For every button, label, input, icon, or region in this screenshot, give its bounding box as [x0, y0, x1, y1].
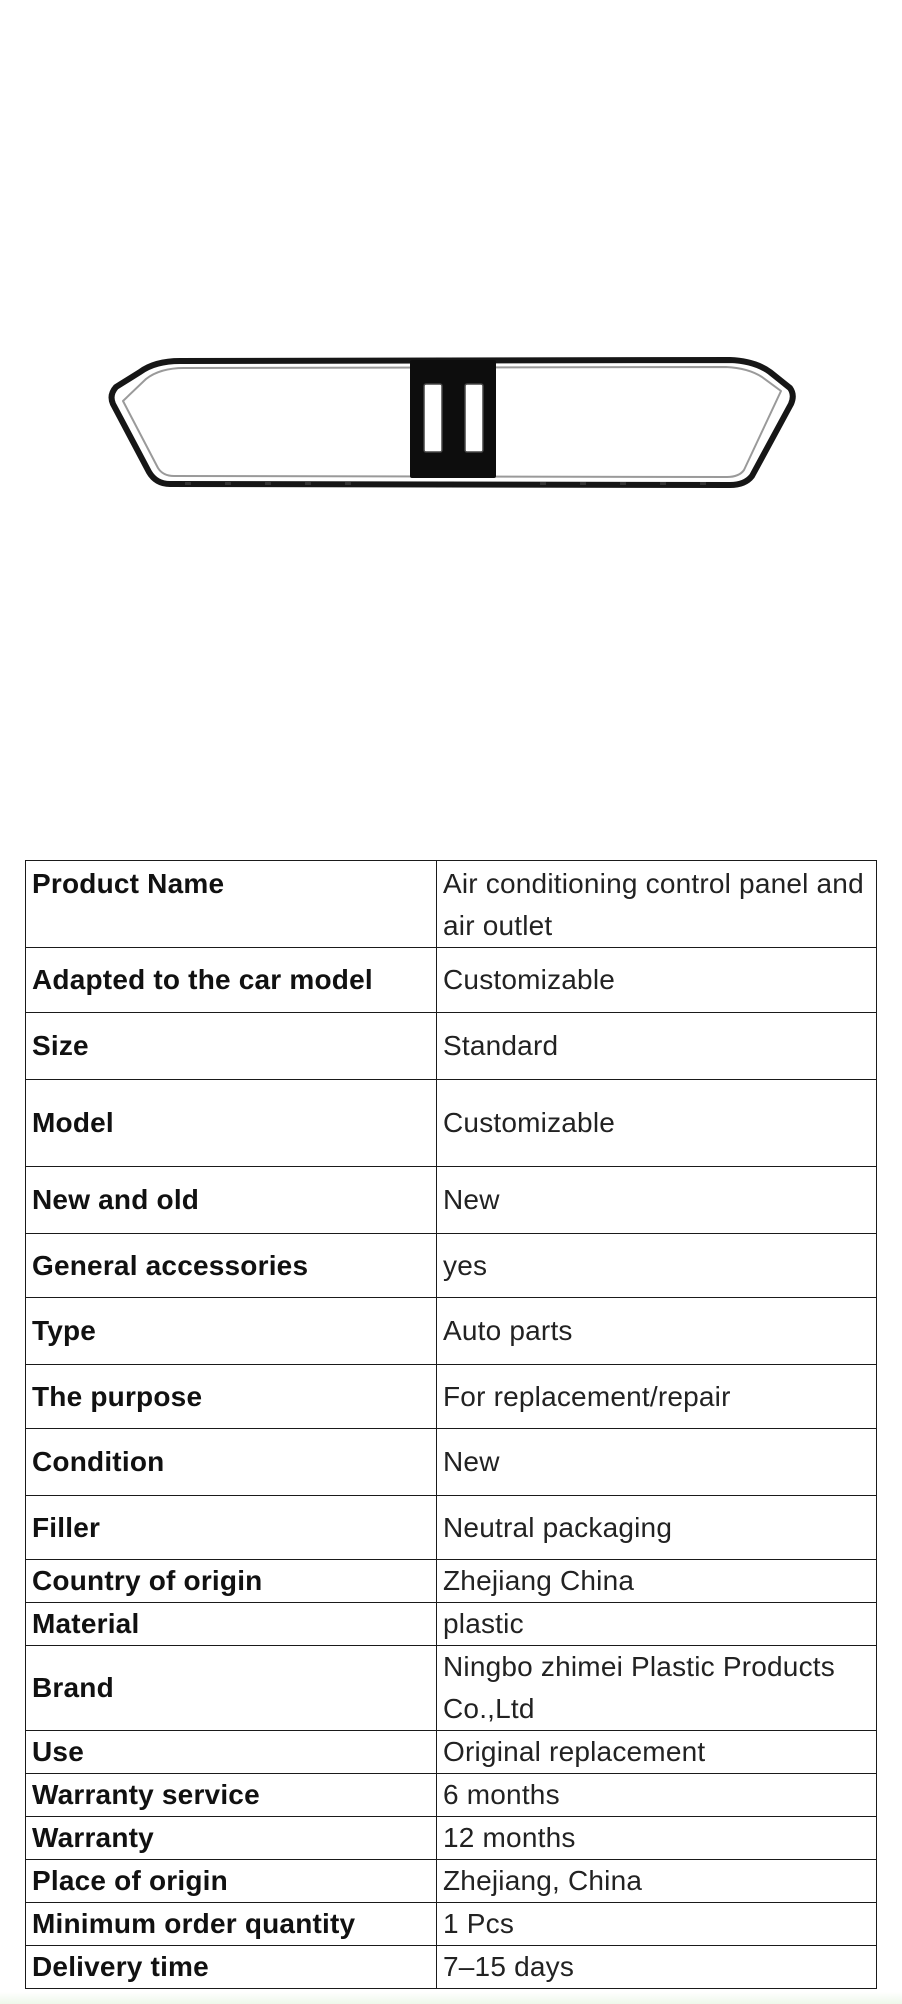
spec-value: Auto parts: [437, 1298, 877, 1365]
spec-table: [25, 860, 877, 1989]
spec-label: Country of origin: [26, 1560, 437, 1603]
spec-label: Brand: [26, 1646, 437, 1731]
spec-value: Zhejiang China: [437, 1560, 877, 1603]
spec-label: Condition: [26, 1429, 437, 1496]
table-row: [26, 1603, 877, 1646]
spec-label: Product Name: [26, 861, 437, 948]
spec-label: Material: [26, 1603, 437, 1646]
spec-value: Standard: [437, 1013, 877, 1080]
spec-value: plastic: [437, 1603, 877, 1646]
table-row: [26, 1496, 877, 1560]
table-row: [26, 1731, 877, 1774]
spec-value: 6 months: [437, 1774, 877, 1817]
table-row: [26, 1860, 877, 1903]
spec-value: Customizable: [437, 948, 877, 1013]
spec-label: Model: [26, 1080, 437, 1167]
table-row: [26, 1946, 877, 1989]
spec-label: Minimum order quantity: [26, 1903, 437, 1946]
spec-label: Type: [26, 1298, 437, 1365]
spec-label: Size: [26, 1013, 437, 1080]
spec-value: 12 months: [437, 1817, 877, 1860]
spec-value: Customizable: [437, 1080, 877, 1167]
table-row: [26, 861, 877, 948]
bottom-divider: [0, 1992, 902, 2004]
spec-value: Original replacement: [437, 1731, 877, 1774]
spec-value: Air conditioning control panel and air outlet: [437, 861, 877, 948]
spec-label: Delivery time: [26, 1946, 437, 1989]
table-row: [26, 1365, 877, 1429]
spec-label: Adapted to the car model: [26, 948, 437, 1013]
spec-value: yes: [437, 1234, 877, 1298]
spec-label: Place of origin: [26, 1860, 437, 1903]
spec-label: New and old: [26, 1167, 437, 1234]
table-row: [26, 1013, 877, 1080]
table-row: [26, 1560, 877, 1603]
product-image: [0, 0, 902, 800]
table-row: [26, 1646, 877, 1731]
spec-label: General accessories: [26, 1234, 437, 1298]
table-row: [26, 1903, 877, 1946]
spec-value: New: [437, 1429, 877, 1496]
spec-value: Ningbo zhimei Plastic Products Co.,Ltd: [437, 1646, 877, 1731]
spec-value: Neutral packaging: [437, 1496, 877, 1560]
spec-value: For replacement/repair: [437, 1365, 877, 1429]
spec-value: 7–15 days: [437, 1946, 877, 1989]
spec-value: New: [437, 1167, 877, 1234]
table-row: [26, 1429, 877, 1496]
car-air-vent-trim-panel-icon: [112, 360, 793, 485]
table-row: [26, 948, 877, 1013]
table-row: [26, 1080, 877, 1167]
spec-value: 1 Pcs: [437, 1903, 877, 1946]
table-row: [26, 1817, 877, 1860]
table-row: [26, 1298, 877, 1365]
spec-label: Warranty service: [26, 1774, 437, 1817]
spec-label: Warranty: [26, 1817, 437, 1860]
spec-label: The purpose: [26, 1365, 437, 1429]
spec-label: Filler: [26, 1496, 437, 1560]
table-row: [26, 1234, 877, 1298]
spec-value: Zhejiang, China: [437, 1860, 877, 1903]
table-row: [26, 1774, 877, 1817]
table-row: [26, 1167, 877, 1234]
spec-label: Use: [26, 1731, 437, 1774]
